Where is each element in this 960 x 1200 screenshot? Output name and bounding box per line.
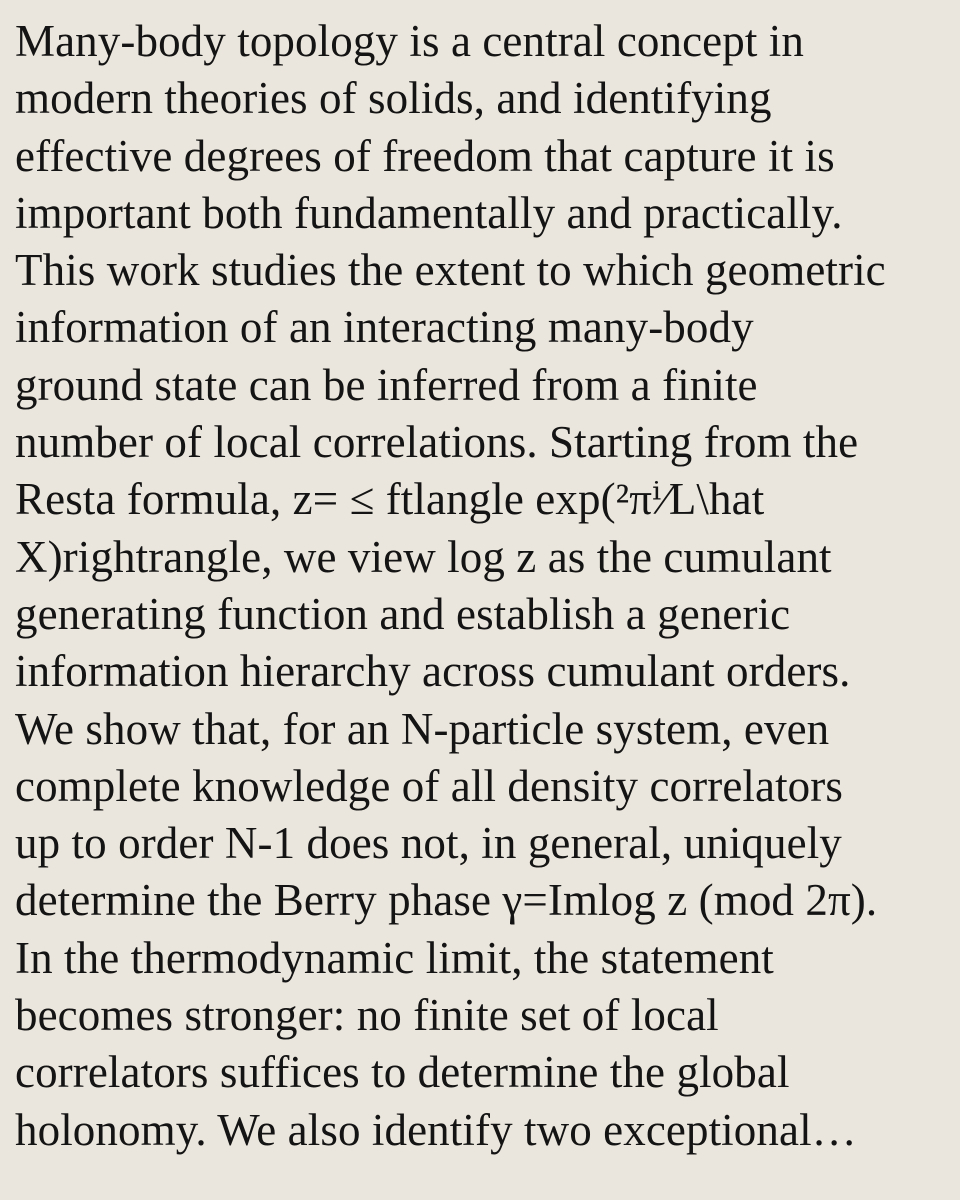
abstract-line: becomes stronger: no finite set of local [15, 990, 719, 1041]
abstract-line: ground state can be inferred from a finite [15, 359, 758, 410]
abstract-line: information hierarchy across cumulant orders. [15, 646, 851, 697]
abstract-line: Resta formula, z= ≤ ftlangle exp(²πⁱ⁄L\hat [15, 474, 765, 525]
abstract-line: X)rightrangle, we view log z as the cumulant [15, 531, 832, 582]
abstract-line: We show that, for an N-particle system, even [15, 703, 830, 754]
abstract-line: holonomy. We also identify two exceptional… [15, 1104, 857, 1155]
abstract-line: up to order N-1 does not, in general, uniquely [15, 818, 842, 869]
abstract-line: determine the Berry phase γ=Imlog z (mod 2π). [15, 875, 878, 926]
abstract-line: Many-body topology is a central concept in [15, 16, 804, 66]
abstract-line: modern theories of solids, and identifying [15, 73, 772, 124]
abstract-line: complete knowledge of all density correlators [15, 760, 843, 811]
abstract-line: This work studies the extent to which geometric [15, 245, 886, 296]
abstract-line: number of local correlations. Starting from the [15, 417, 859, 468]
abstract-line: generating function and establish a generic [15, 588, 791, 639]
abstract-line: information of an interacting many-body [15, 302, 754, 353]
abstract-line: effective degrees of freedom that capture it is [15, 130, 835, 181]
abstract-text [15, 13, 960, 1159]
abstract-line: correlators suffices to determine the global [15, 1047, 790, 1098]
abstract-line: important both fundamentally and practically. [15, 187, 843, 238]
abstract-line: In the thermodynamic limit, the statement [15, 932, 774, 983]
